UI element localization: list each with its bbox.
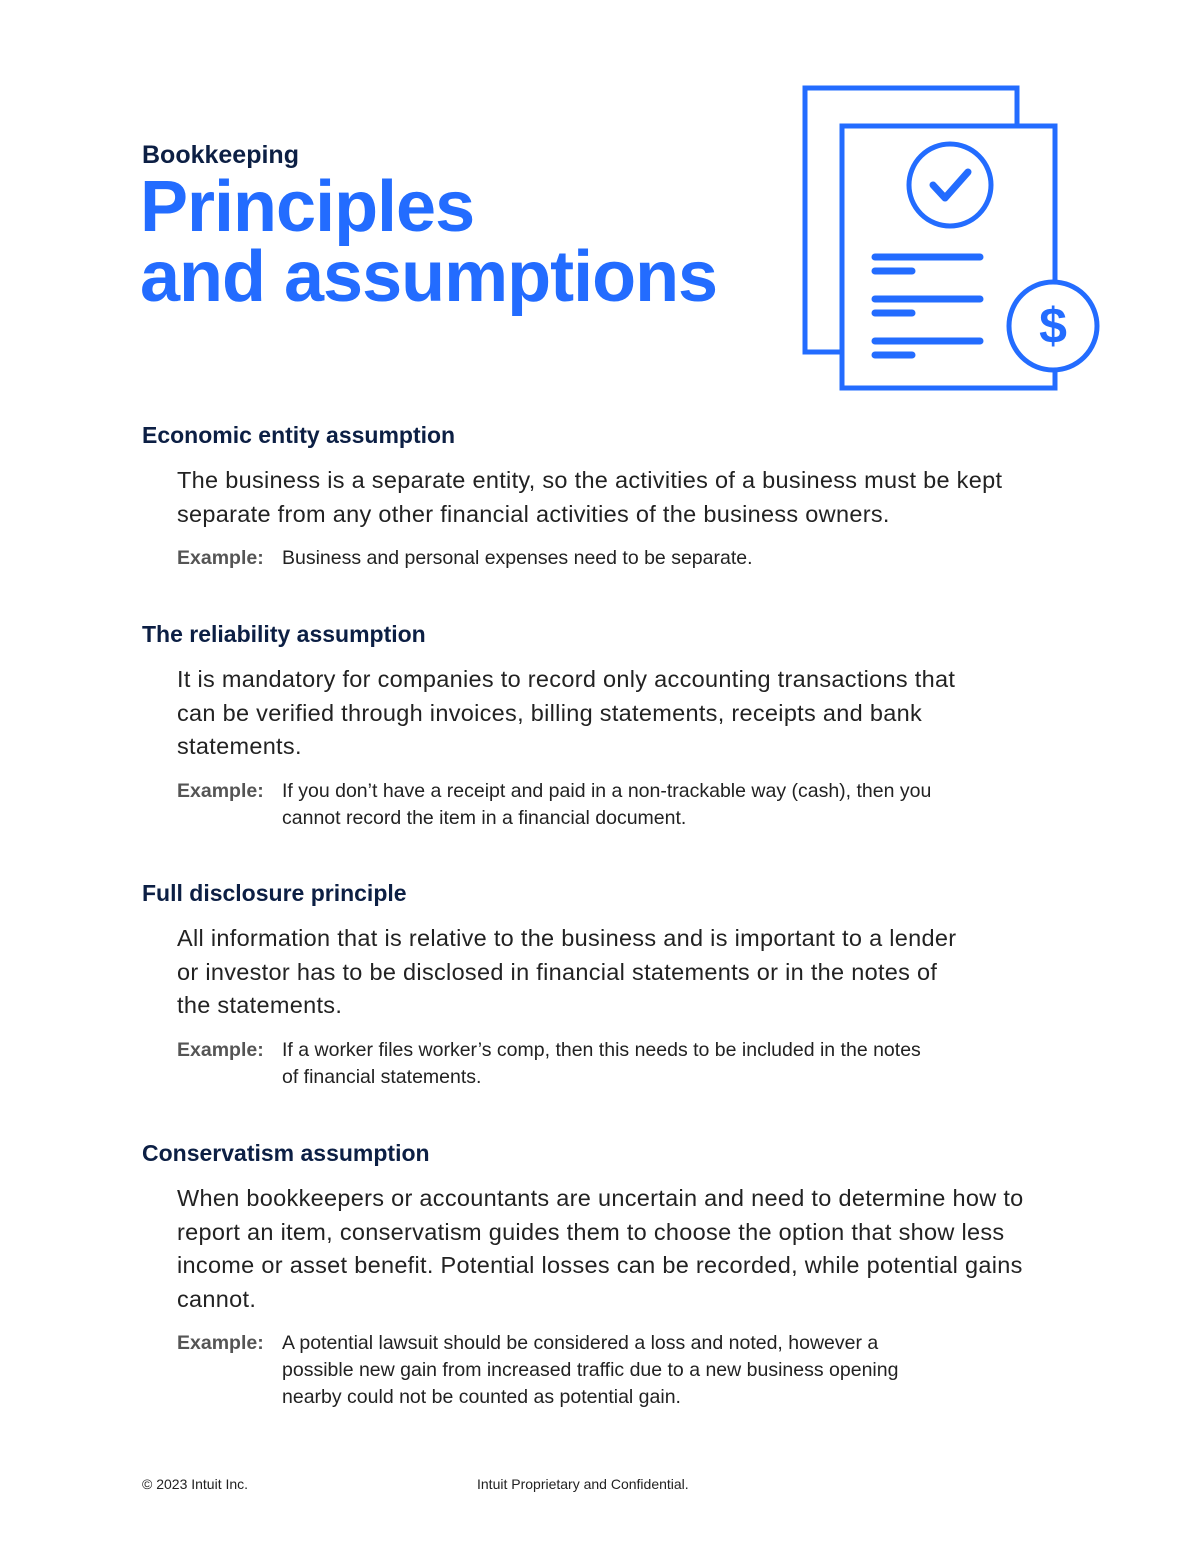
footer-copyright: © 2023 Intuit Inc. <box>142 1476 249 1492</box>
example <box>177 1037 1042 1091</box>
example-label: Example: <box>177 1332 264 1354</box>
section-body: All information that is relative to the business and is important to a lender or investor has to be disclosed in financial statements or in the notes of the statements. <box>177 925 957 1018</box>
page-title <box>140 167 718 317</box>
section-heading: Full disclosure principle <box>142 880 407 906</box>
example-label: Example: <box>177 779 264 802</box>
example-label: Example: <box>177 547 264 569</box>
example-text: A potential lawsuit should be considered a loss and noted, however a possible new gain from increased traffic due to a new business opening nearby could not be counted as potential gain. <box>282 1332 899 1408</box>
section-body: When bookkeepers or accountants are uncertain and need to determine how to report an item, conservatism guides them to choose the option that show less income or asset benefit. Potential losses can be recorded, while potential gains cannot. <box>177 1185 1024 1312</box>
svg-text:$: $ <box>1039 298 1067 354</box>
section-heading: Conservatism assumption <box>142 1140 430 1166</box>
section-conservatism <box>142 1138 1042 1411</box>
section-body: It is mandatory for companies to record only accounting transactions that can be verified through invoices, billing statements, receipts and bank statements. <box>177 666 956 759</box>
section-economic-entity <box>142 420 1042 572</box>
example <box>177 778 1042 832</box>
example-text: Business and personal expenses need to be separate. <box>282 547 753 569</box>
example-text: If a worker files worker’s comp, then this needs to be included in the notes of financial statements. <box>282 1038 921 1088</box>
section-heading: The reliability assumption <box>142 621 426 647</box>
section-full-disclosure <box>142 878 1042 1091</box>
title-line-2: and assumptions <box>140 237 718 317</box>
section-body: The business is a separate entity, so the activities of a business must be kept separate from any other financial activities of the business owners. <box>177 467 1003 527</box>
doc-kicker: Bookkeeping <box>142 141 299 169</box>
section-reliability <box>142 619 1042 832</box>
example <box>177 1330 1042 1411</box>
section-heading: Economic entity assumption <box>142 422 456 448</box>
example <box>177 545 1042 572</box>
example-text: If you don’t have a receipt and paid in a non-trackable way (cash), then you cannot record the item in a financial document. <box>282 779 932 829</box>
title-line-1: Principles <box>140 167 475 247</box>
document-check-dollar-icon <box>790 80 1110 400</box>
example-label: Example: <box>177 1038 264 1061</box>
footer-confidential: Intuit Proprietary and Confidential. <box>477 1476 689 1492</box>
